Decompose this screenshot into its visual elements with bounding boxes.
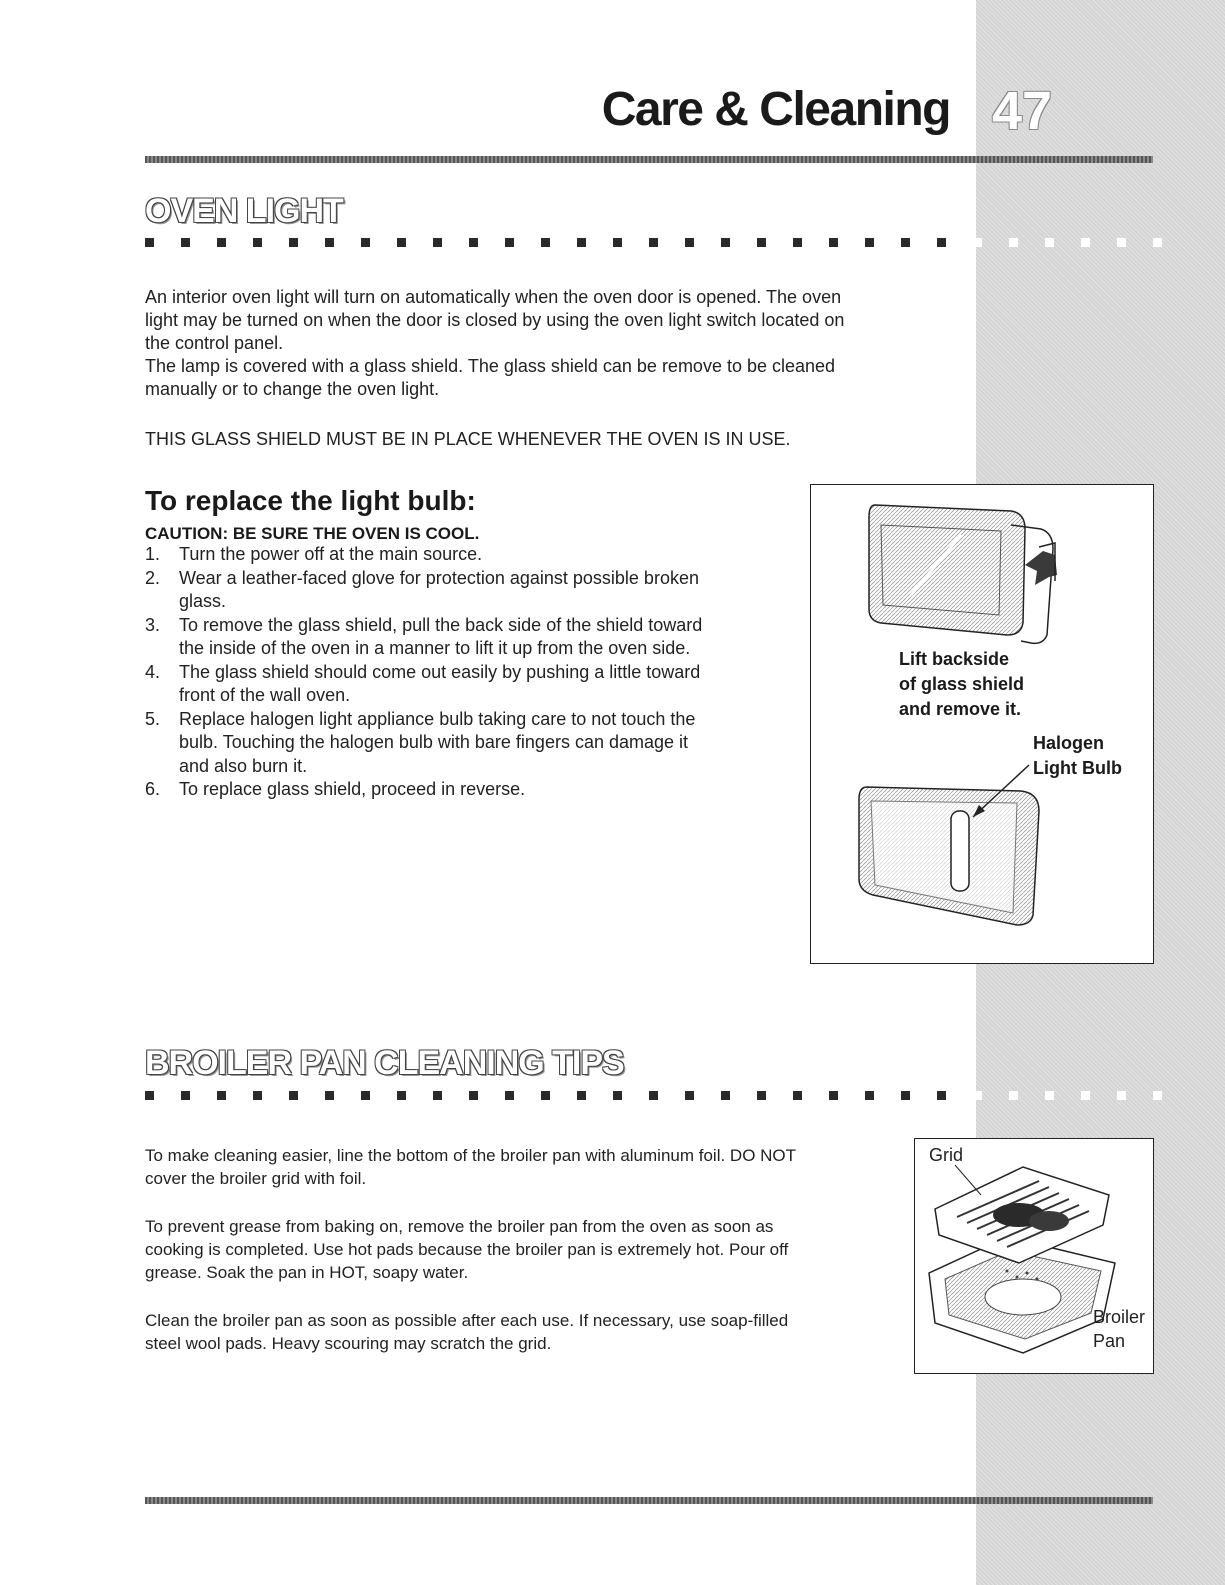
step-number: 2. (145, 567, 161, 588)
paragraph-line: grease. Soak the pan in HOT, soapy water. (145, 1263, 469, 1282)
divider-dot (1153, 1091, 1162, 1100)
step-line: bulb. Touching the halogen bulb with bare fingers can damage it (179, 732, 689, 752)
broiler-pan-label (1093, 1305, 1145, 1353)
divider-dot (253, 238, 262, 247)
step-line: Wear a leather-faced glove for protection against possible broken (179, 567, 699, 588)
divider-dot (649, 238, 658, 247)
figure-label-line: Lift backside (899, 649, 1010, 669)
paragraph-line: Clean the broiler pan as soon as possible after each use. If necessary, use soap-filled (145, 1311, 789, 1330)
divider-dot (865, 1091, 874, 1100)
paragraph-line: the control panel. (145, 333, 284, 353)
step-number: 6. (145, 779, 161, 799)
step-number: 4. (145, 661, 161, 682)
step-item (145, 708, 775, 779)
divider-dot (505, 1091, 514, 1100)
step-line: front of the wall oven. (179, 685, 351, 705)
step-line: and also burn it. (179, 755, 308, 776)
divider-dot (1081, 1091, 1090, 1100)
divider-dot (361, 238, 370, 247)
divider-dot (289, 238, 298, 247)
figure-label-line: and remove it. (899, 699, 1022, 719)
divider-dot (793, 1091, 802, 1100)
divider-dot (1117, 238, 1126, 247)
figure-label-line: Halogen (1033, 733, 1105, 753)
step-line: the inside of the oven in a manner to lift it up from the oven side. (179, 638, 691, 658)
divider-dot (433, 238, 442, 247)
divider-dot (181, 1091, 190, 1100)
page-header-title: Care & Cleaning (601, 83, 950, 136)
broiler-paragraph-3 (145, 1309, 788, 1355)
divider-dot (217, 238, 226, 247)
divider-dot (1045, 238, 1054, 247)
broiler-paragraph-1 (145, 1144, 796, 1190)
remove-shield-label (899, 647, 1024, 722)
step-item (145, 543, 775, 567)
paragraph-line: To prevent grease from baking on, remove the broiler pan from the oven as soon as (145, 1217, 774, 1236)
glass-shield-illustration (811, 485, 1153, 963)
divider-dot (937, 238, 946, 247)
divider-dot (397, 238, 406, 247)
divider-dot (901, 238, 910, 247)
step-number: 3. (145, 614, 161, 635)
step-line: To replace glass shield, proceed in reverse. (179, 779, 526, 799)
divider-dot (325, 1091, 334, 1100)
divider-dot (757, 238, 766, 247)
step-number: 1. (145, 544, 161, 564)
divider-dot (793, 238, 802, 247)
footer-rule (145, 1497, 1153, 1504)
divider-dot (325, 238, 334, 247)
divider-dot (577, 238, 586, 247)
halogen-bulb-label (1033, 731, 1122, 781)
step-item (145, 661, 775, 708)
step-item (145, 567, 775, 614)
divider-dot (361, 1091, 370, 1100)
figure-label-line: Broiler (1093, 1307, 1146, 1327)
divider-dot (181, 238, 190, 247)
divider-dot (397, 1091, 406, 1100)
divider-dot (613, 1091, 622, 1100)
section-dot-divider (145, 238, 1162, 248)
divider-dot (649, 1091, 658, 1100)
divider-dot (721, 238, 730, 247)
divider-dot (433, 1091, 442, 1100)
paragraph-line: light may be turned on when the door is closed by using the oven light switch located on (145, 310, 845, 330)
divider-dot (469, 238, 478, 247)
divider-dot (1009, 238, 1018, 247)
divider-dot (145, 238, 154, 247)
divider-dot (1045, 1091, 1054, 1100)
divider-dot (973, 1091, 982, 1100)
broiler-title: BROILER PAN CLEANING TIPS (145, 1044, 624, 1082)
page-number: 47 (992, 81, 1053, 141)
glass-shield-warning: THIS GLASS SHIELD MUST BE IN PLACE WHENEVER THE OVEN IS IN USE. (145, 429, 791, 449)
divider-dot (145, 1091, 154, 1100)
divider-dot (721, 1091, 730, 1100)
broiler-pan-figure (914, 1138, 1154, 1374)
divider-dot (937, 1091, 946, 1100)
step-item (145, 614, 775, 661)
paragraph-line: An interior oven light will turn on automatically when the oven door is opened. The oven (145, 287, 842, 307)
divider-dot (253, 1091, 262, 1100)
divider-dot (541, 238, 550, 247)
grid-label: Grid (929, 1145, 964, 1165)
figure-label-line: Light Bulb (1033, 758, 1122, 778)
divider-dot (829, 1091, 838, 1100)
divider-dot (217, 1091, 226, 1100)
divider-dot (1153, 238, 1162, 247)
divider-dot (865, 238, 874, 247)
step-line: Turn the power off at the main source. (179, 544, 483, 564)
step-item (145, 778, 775, 802)
divider-dot (289, 1091, 298, 1100)
paragraph-line: The lamp is covered with a glass shield. The glass shield can be remove to be cleaned (145, 356, 836, 376)
divider-dot (901, 1091, 910, 1100)
divider-dot (613, 238, 622, 247)
paragraph-line: cover the broiler grid with foil. (145, 1169, 367, 1188)
caution-note: CAUTION: BE SURE THE OVEN IS COOL. (145, 524, 480, 543)
paragraph-line: To make cleaning easier, line the bottom of the broiler pan with aluminum foil. DO NOT (145, 1146, 797, 1165)
divider-dot (469, 1091, 478, 1100)
header-rule (145, 156, 1153, 163)
figure-label-line: Pan (1093, 1331, 1126, 1351)
step-line: glass. (179, 591, 227, 611)
divider-dot (541, 1091, 550, 1100)
paragraph-line: steel wool pads. Heavy scouring may scratch the grid. (145, 1334, 552, 1353)
step-line: The glass shield should come out easily by pushing a little toward (179, 661, 701, 682)
section-dot-divider (145, 1091, 1162, 1101)
replace-bulb-steps (145, 543, 775, 802)
divider-dot (1117, 1091, 1126, 1100)
divider-dot (505, 238, 514, 247)
divider-dot (973, 238, 982, 247)
divider-dot (685, 238, 694, 247)
step-line: Replace halogen light appliance bulb taking care to not touch the (179, 708, 696, 729)
divider-dot (829, 238, 838, 247)
step-number: 5. (145, 708, 161, 729)
divider-dot (577, 1091, 586, 1100)
paragraph-line: manually or to change the oven light. (145, 379, 440, 399)
broiler-paragraph-2 (145, 1215, 788, 1284)
paragraph-line: cooking is completed. Use hot pads because the broiler pan is extremely hot. Pour off (145, 1240, 789, 1259)
replace-bulb-subhead: To replace the light bulb: (145, 485, 476, 516)
figure-label-line: of glass shield (899, 674, 1025, 694)
step-line: To remove the glass shield, pull the back side of the shield toward (179, 614, 703, 635)
oven-light-paragraph (145, 286, 844, 401)
divider-dot (757, 1091, 766, 1100)
divider-dot (1081, 238, 1090, 247)
glass-shield-figure (810, 484, 1154, 964)
divider-dot (1009, 1091, 1018, 1100)
divider-dot (685, 1091, 694, 1100)
oven-light-title: OVEN LIGHT (145, 192, 343, 230)
